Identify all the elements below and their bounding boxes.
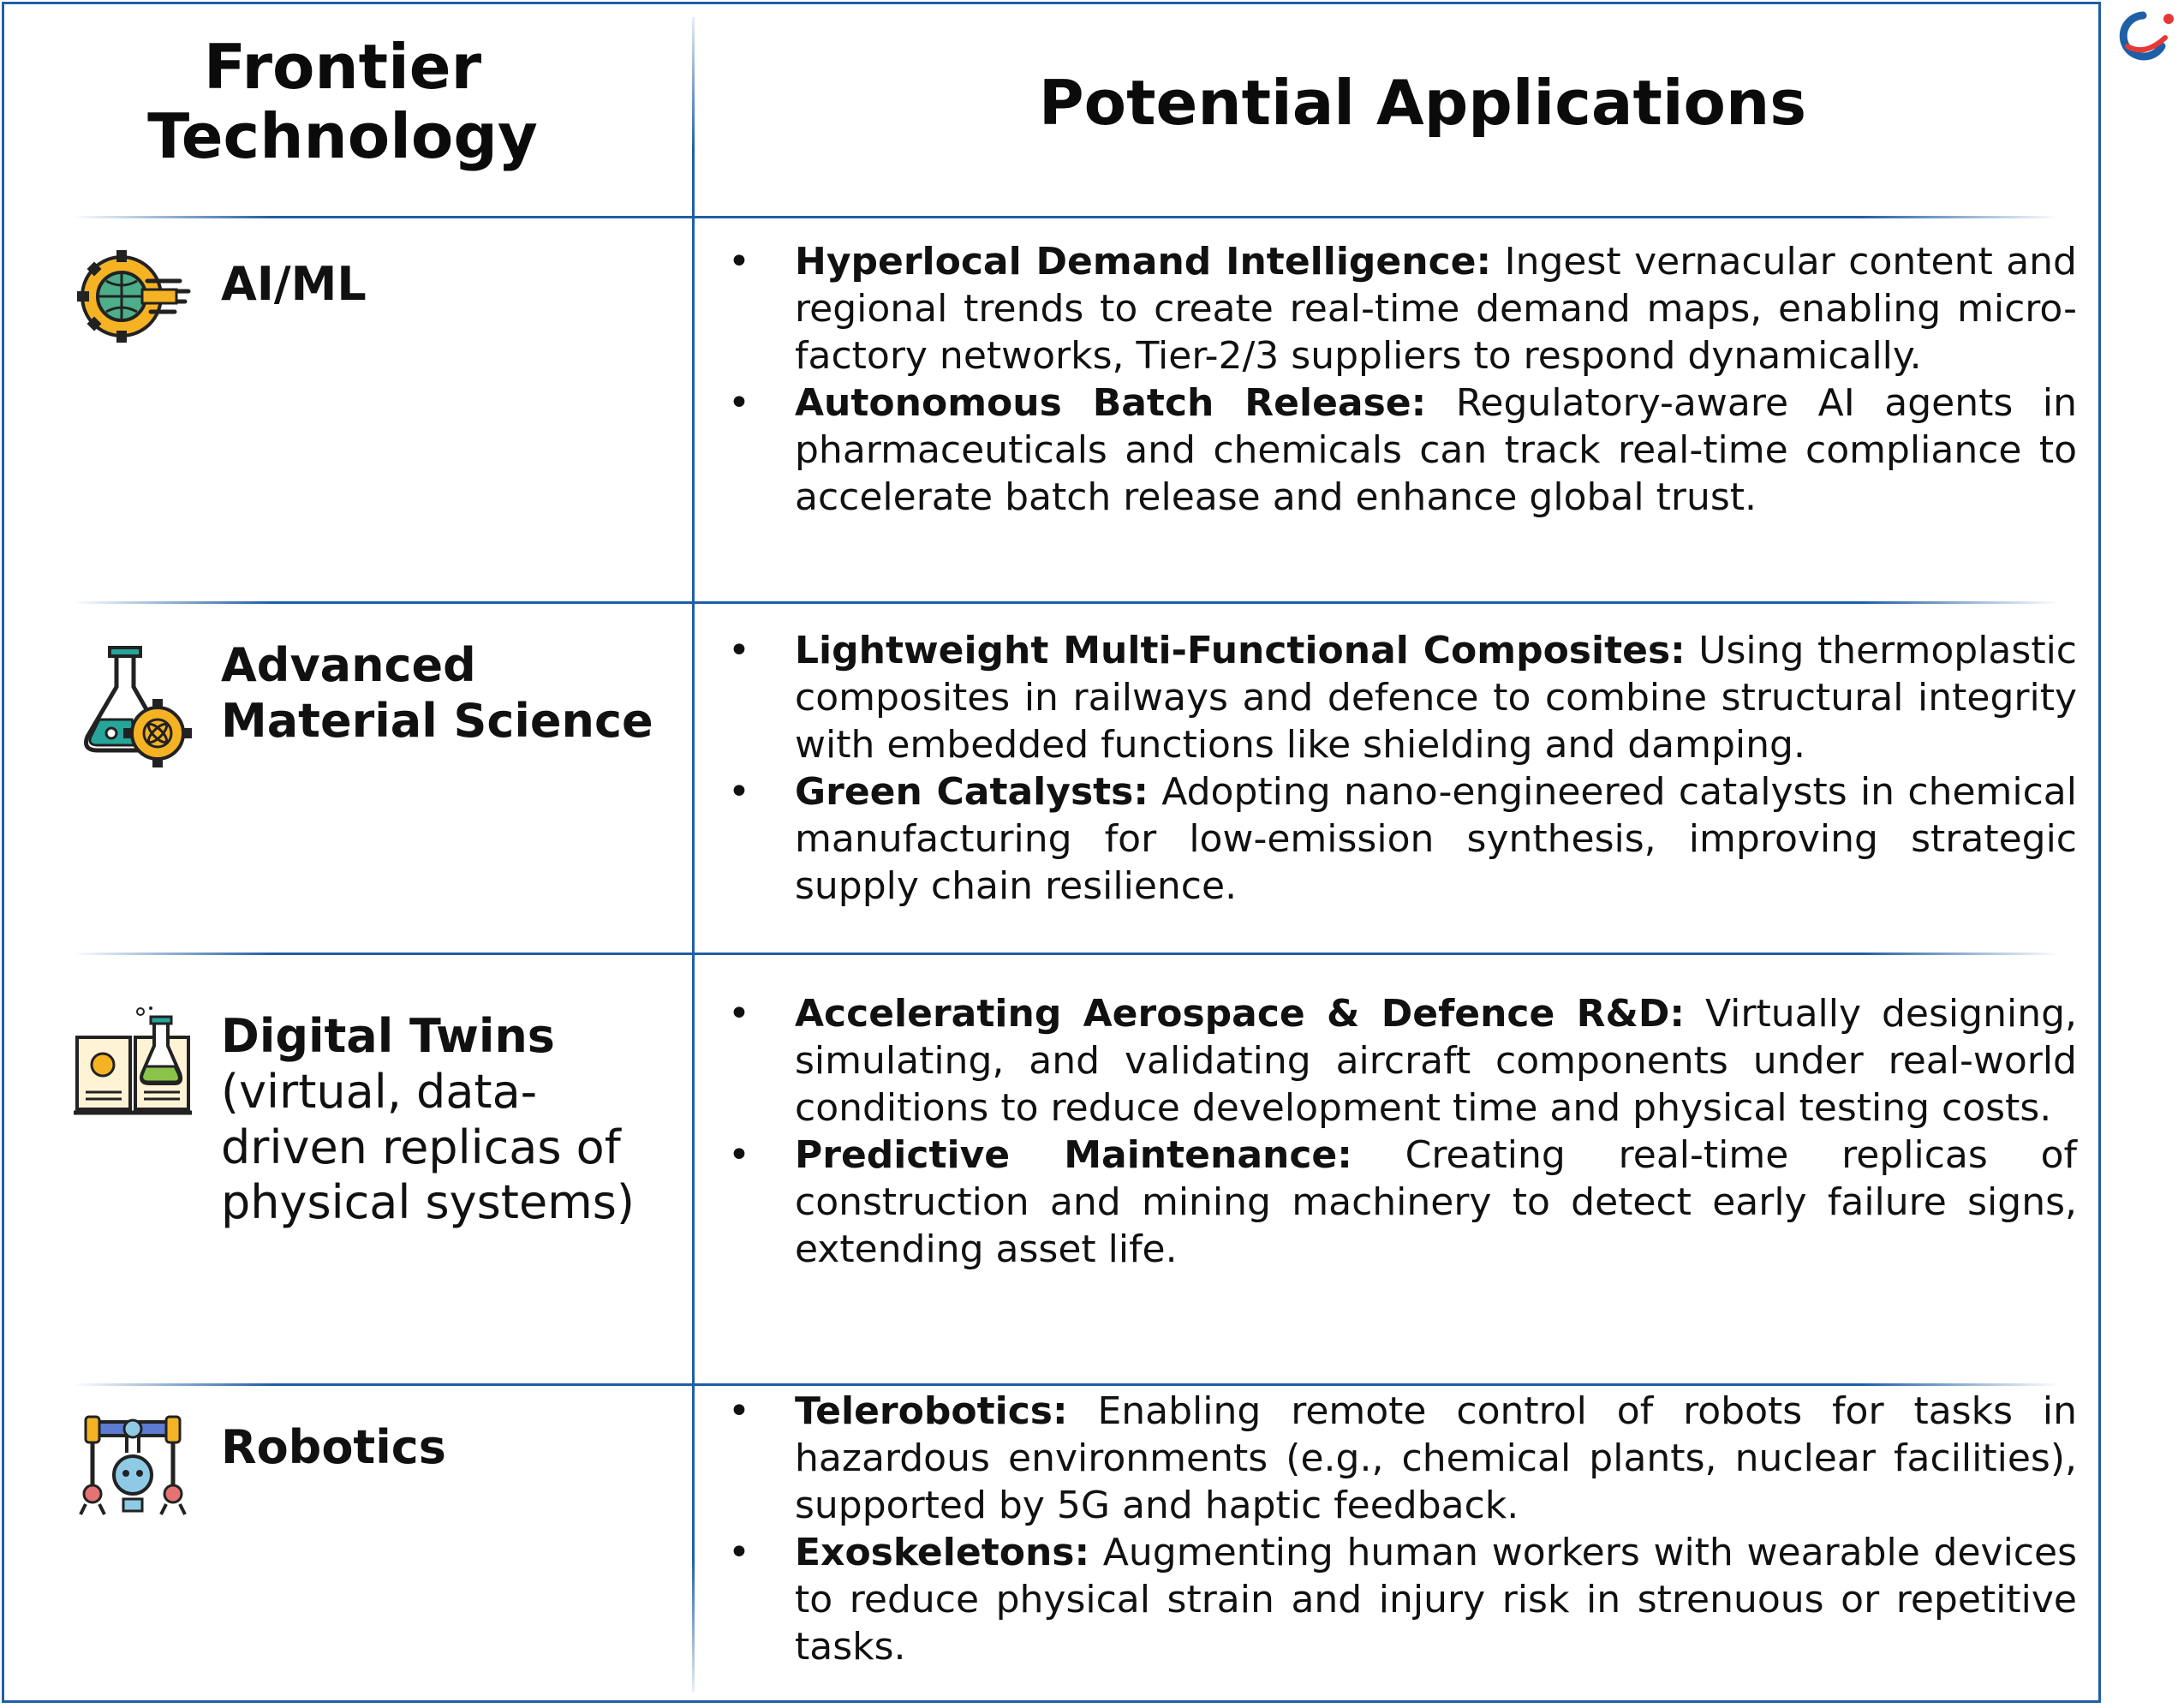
header-potential-applications: Potential Applications <box>1038 67 1807 139</box>
list-item <box>728 1529 2077 1670</box>
column-divider <box>692 17 695 1692</box>
item-title: Green Catalysts: <box>795 770 1149 814</box>
row-divider <box>73 601 2060 604</box>
gear-globe-icon <box>69 230 197 358</box>
flask-gear-icon <box>69 644 197 773</box>
tech-robotics <box>221 1420 683 1476</box>
robot-arm-icon <box>69 1405 197 1533</box>
list-item <box>728 1132 2077 1273</box>
applications-list-ai-ml <box>728 238 2077 521</box>
brand-logo-icon <box>2109 7 2179 67</box>
header-frontier-technology: Frontier Technology <box>147 31 538 172</box>
item-text: Creating real-time replicas of construction and mining machinery to detect early failure signs, extending asset life. <box>795 1133 2078 1271</box>
list-item <box>728 768 2077 910</box>
list-item <box>728 379 2077 521</box>
list-item <box>728 1388 2077 1529</box>
item-title: Exoskeletons: <box>795 1531 1090 1574</box>
applications-list-robotics <box>728 1388 2077 1670</box>
item-title: Lightweight Multi-Functional Composites: <box>795 629 1686 672</box>
tech-name: Digital Twins <box>221 1009 555 1063</box>
list-item <box>728 238 2077 379</box>
item-text: Regulatory-aware AI agents in pharmaceuticals and chemicals can track real-time compliance to accelerate batch release and enhance global trust. <box>795 381 2077 519</box>
item-text: Augmenting human workers with wearable devices to reduce physical strain and injury risk in strenuous or repetitive tasks. <box>795 1531 2077 1669</box>
item-text: Using thermoplastic composites in railways and defence to combine structural integrity with embedded functions like shielding and damping. <box>795 629 2077 767</box>
applications-list-digital-twins <box>728 990 2077 1273</box>
item-text: Ingest vernacular content and regional trends to create real-time demand maps, enabling micro-factory networks, Tier-2/3 suppliers to respond dynamically. <box>795 240 2077 378</box>
list-item <box>728 990 2077 1132</box>
item-title: Autonomous Batch Release: <box>795 381 1427 425</box>
tech-name: Robotics <box>221 1420 446 1474</box>
tech-advanced-material-science <box>221 638 683 749</box>
tech-ai-ml <box>221 257 683 313</box>
tech-name: Advanced Material Science <box>221 638 653 748</box>
book-flask-icon <box>69 1006 197 1135</box>
item-title: Predictive Maintenance: <box>795 1133 1352 1177</box>
item-text: Virtually designing, simulating, and validating aircraft components under real-world conditions to reduce development time and physical testing costs. <box>795 992 2077 1130</box>
tech-digital-twins <box>221 1009 683 1231</box>
item-title: Accelerating Aerospace & Defence R&D: <box>795 992 1686 1036</box>
list-item <box>728 627 2077 768</box>
item-title: Telerobotics: <box>795 1389 1068 1433</box>
tech-name: AI/ML <box>221 257 367 311</box>
tech-description: (virtual, data-driven replicas of physical systems) <box>221 1064 635 1230</box>
item-text: Enabling remote control of robots for tasks in hazardous environments (e.g., chemical plants, nuclear facilities), supported by 5G and haptic feedback. <box>795 1389 2077 1527</box>
row-divider <box>73 216 2060 218</box>
item-title: Hyperlocal Demand Intelligence: <box>795 240 1492 284</box>
row-divider <box>73 953 2060 955</box>
applications-list-material-science <box>728 627 2077 910</box>
row-divider <box>73 1383 2060 1386</box>
item-text: Adopting nano-engineered catalysts in chemical manufacturing for low-emission synthesis, improving strategic supply chain resilience. <box>795 770 2077 908</box>
